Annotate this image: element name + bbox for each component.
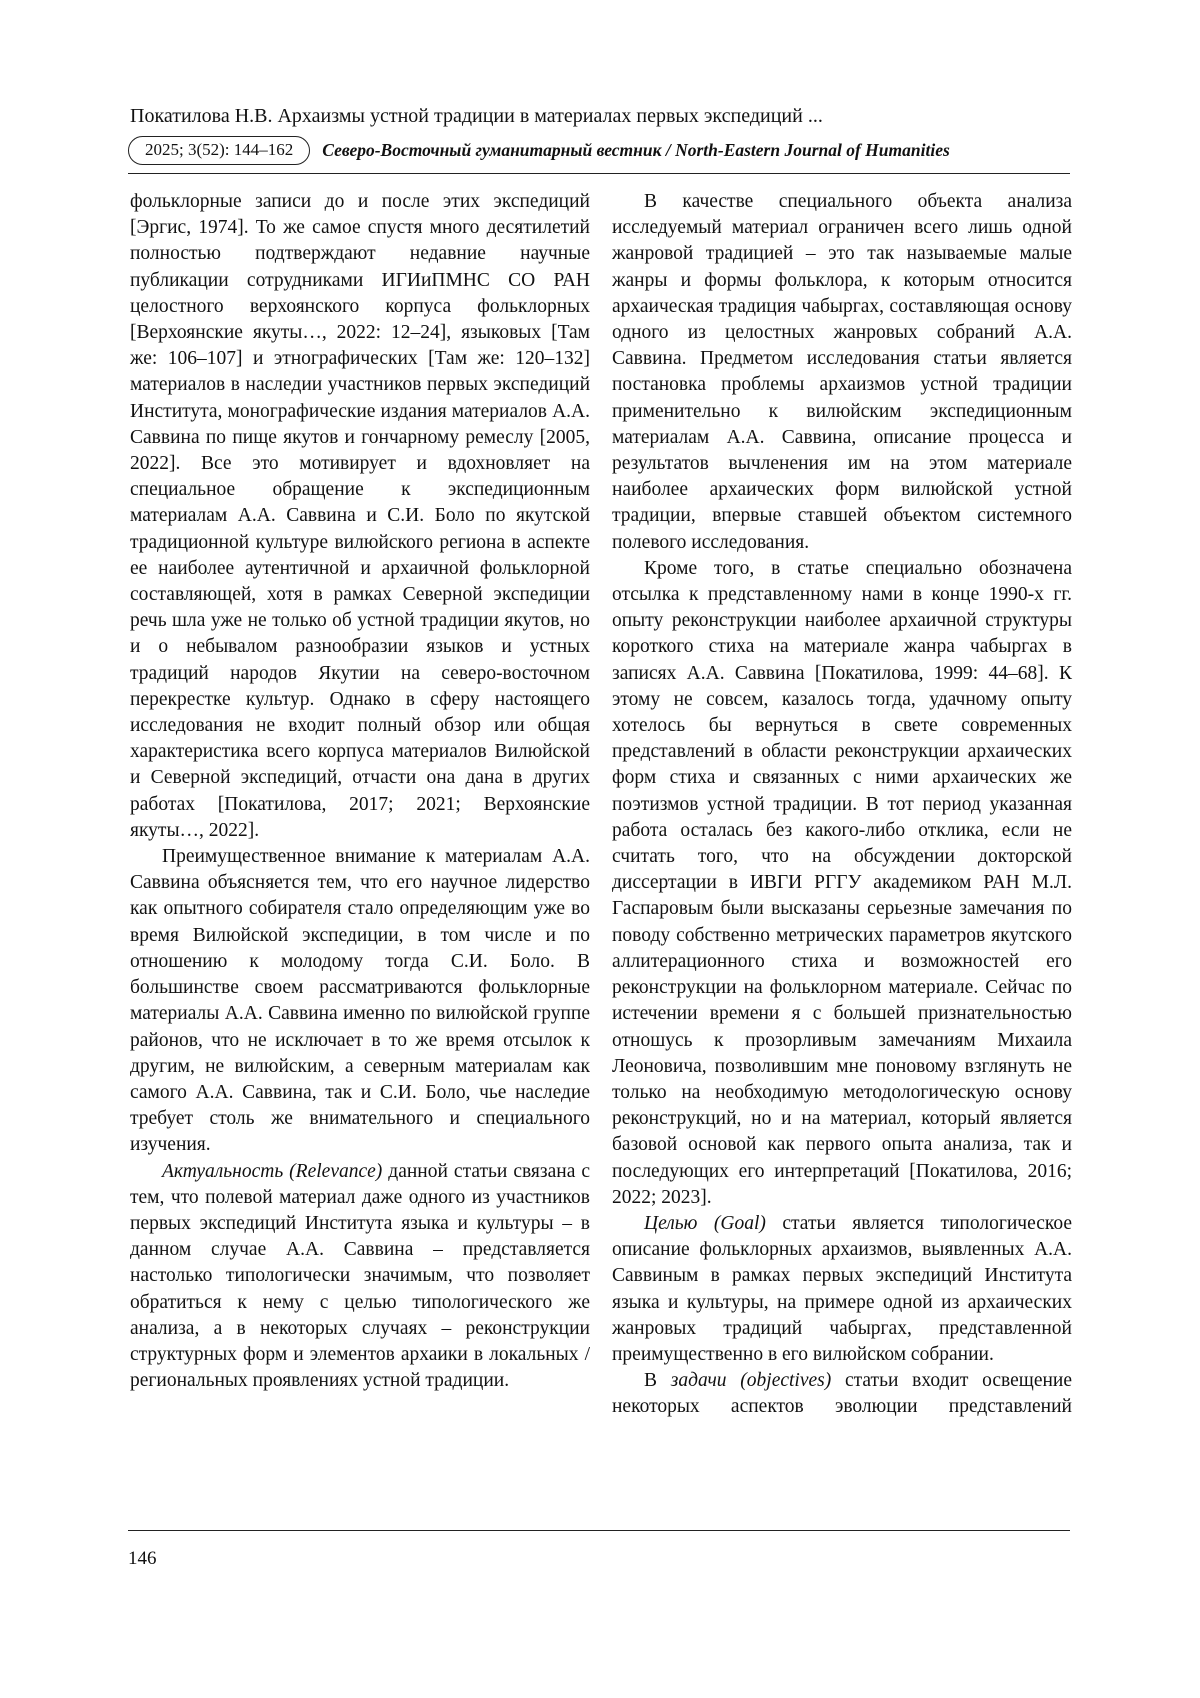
journal-header — [128, 134, 1068, 166]
header-divider — [128, 173, 1070, 174]
right-paragraph-1: В качестве специального объекта анализа исследуемый материал ограничен всего лишь одной жанровой традицией – это так называемые малые жанры и формы фольклора, к которым относится архаическая традиция чабыргах, составляющая основу одного из целостных жанровых собраний А.А. Саввина. Предметом исследования статьи является постановка проблемы архаизмов устной традиции применительно к вилюйским экспедиционным материалам А.А. Саввина, описание процесса и результатов вычленения им на этом материале наиболее архаических форм вилюйской устной традиции, впервые ставшей объектом системного полевого исследования. — [612, 191, 1072, 553]
relevance-term: Актуальность (Relevance) — [162, 1160, 383, 1182]
left-column — [130, 189, 590, 1394]
right-paragraph-2: Кроме того, в статье специально обозначена отсылка к представленному нами в конце 1990-х гг. опыту реконструкции наиболее архаичной структуры короткого стиха на материале жанра чабыргах в записях А.А. Саввина [Покатилова, 1999: 44–68]. К этому не совсем, казалось тогда, удачному опыту хотелось бы вернуться в свете современных представлений в области реконструкции архаических форм стиха и связанных с ними архаических же поэтизмов устной традиции. В тот период указанная работа осталась без какого-либо отклика, если не считать того, что на обсуждении докторской диссертации в ИВГИ РГГУ академиком РАН М.Л. Гаспаровым были высказаны серьезные замечания по поводу собственно метрических параметров якутского аллитерационного стиха и возможностей его реконструкции на фольклорном материале. Сейчас по истечении времени я с большей признательностью отношусь к прозорливым замечаниям Михаила Леоновича, позволившим мне поновому взглянуть не только на необходимую методологическую основу реконструкций, но и на материал, который является базовой основой как первого опыта анализа, так и последующих его интерпретаций [Покатилова, 2016; 2022; 2023]. — [612, 557, 1072, 1208]
goal-term: Целью (Goal) — [644, 1212, 766, 1234]
footer-divider — [128, 1530, 1070, 1531]
relevance-text: данной статьи связана с тем, что полевой материал даже одного из участников первых экспедиций Института языка и культуры – в данном случае А.А. Саввина – представляется настолько типологически значимым, что позволяет обратиться к нему с целью типологического же анализа, а в некоторых случаях – реконструкции структурных форм и элементов архаики в локальных / региональных проявлениях устной традиции. — [130, 1160, 590, 1392]
left-paragraph-2: Преимущественное внимание к материалам А.А. Саввина объясняется тем, что его научное лидерство как опытного собирателя стало определяющим уже во время Вилюйской экспедиции, в том числе и по отношению к молодому тогда С.И. Боло. В большинстве своем рассматриваются фольклорные материалы А.А. Саввина именно по вилюйской группе районов, что не исключает в то же время отсылок к другим, не вилюйским, а северным материалам как самого А.А. Саввина, так и С.И. Боло, чье наследие требует столь же внимательного и специального изучения. — [130, 846, 590, 1156]
page-number: 146 — [128, 1548, 157, 1569]
goal-text: статьи является типологическое описание фольклорных архаизмов, выявленных А.А. Саввиным в рамках первых экспедиций Института языка и культуры, на примере одной из архаических жанровых традиций чабыргах, представленной преимущественно в его вилюйском собрании. — [612, 1212, 1072, 1365]
left-paragraph-1: фольклорные записи до и после этих экспедиций [Эргис, 1974]. То же самое спустя много десятилетий полностью подтверждают недавние научные публикации сотрудниками ИГИиПМНС СО РАН целостного верхоянского корпуса фольклорных [Верхоянские якуты…, 2022: 12–24], языковых [Там же: 106–107] и этнографических [Там же: 120–132] материалов в наследии участников первых экспедиций Института, монографические издания материалов А.А. Саввина по пище якутов и гончарному ремеслу [2005, 2022]. Все это мотивирует и вдохновляет на специальное обращение к экспедиционным материалам А.А. Саввина и С.И. Боло по якутской традиционной культуре вилюйского региона в аспекте ее наиболее аутентичной и архаичной фольклорной составляющей, хотя в рамках Северной экспедиции речь шла уже не только об устной традиции якутов, но и о небывалом разнообразии языков и устных традиций народов Якутии на северо-восточном перекрестке культур. Однако в сферу настоящего исследования не входит полный обзор или общая характеристика всего корпуса материалов Вилюйской и Северной экспедиций, отчасти она дана в других работах [Покатилова, 2017; 2021; Верхоянские якуты…, 2022]. — [130, 191, 590, 841]
objectives-term: задачи (objectives) — [670, 1370, 832, 1392]
right-paragraph-goal — [612, 1211, 1072, 1368]
objectives-start: В — [644, 1370, 671, 1392]
right-column — [612, 189, 1072, 1421]
journal-name: Северо-Восточный гуманитарный вестник / North-Eastern Journal of Humanities — [322, 139, 950, 160]
objectives-text: статьи входит освещение некоторых аспектов эволюции представлений — [612, 1370, 1072, 1418]
right-paragraph-objectives — [612, 1368, 1072, 1420]
running-title: Покатилова Н.В. Архаизмы устной традиции в материалах первых экспедиций ... — [130, 105, 823, 127]
issue-badge: 2025; 3(52): 144–162 — [128, 136, 310, 165]
left-paragraph-relevance — [130, 1159, 590, 1395]
